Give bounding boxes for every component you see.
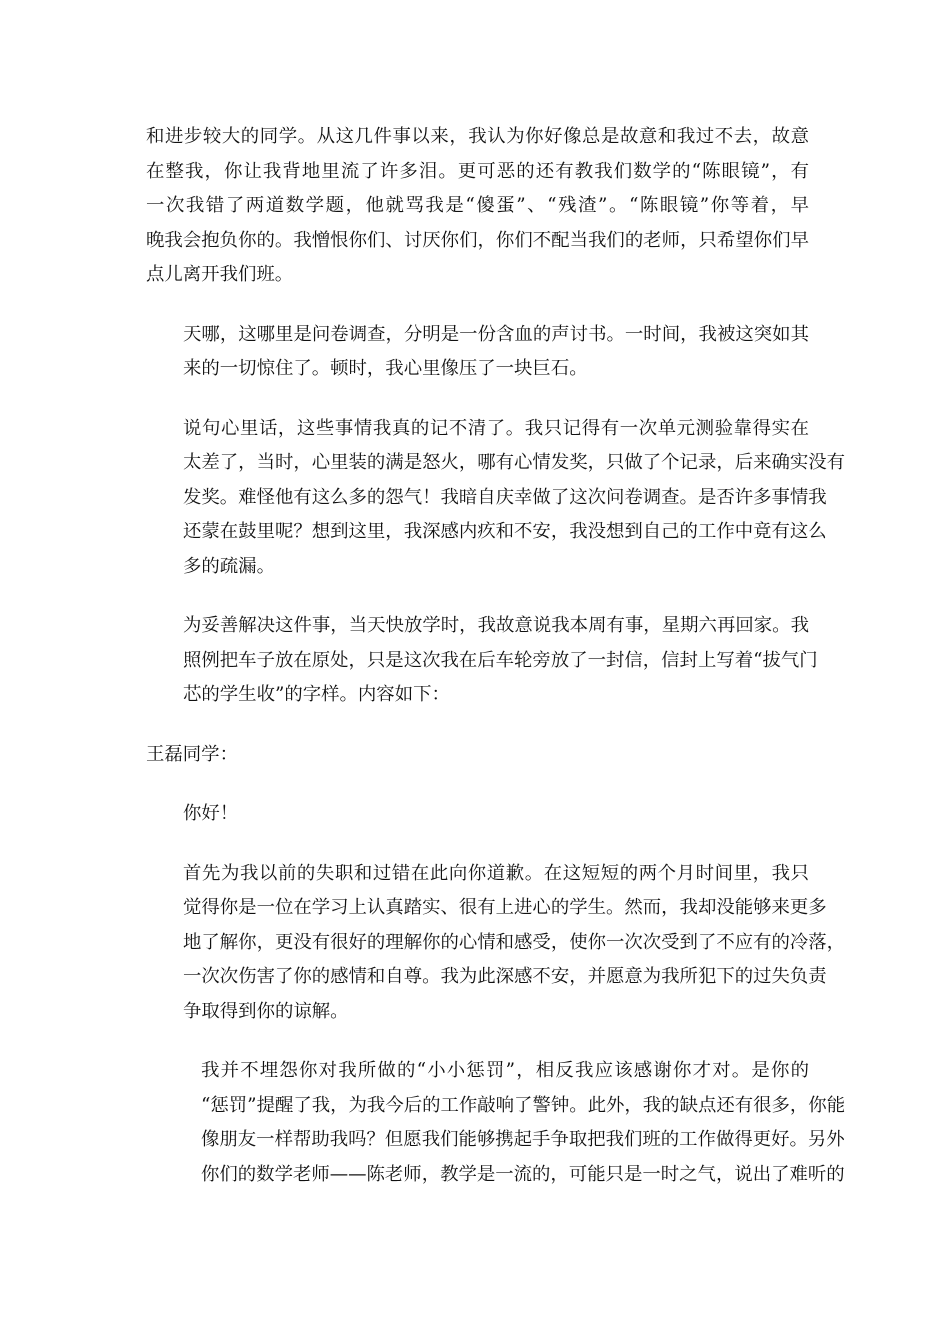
text-line: 像朋友一样帮助我吗？但愿我们能够携起手争取把我们班的工作做得更好。另外 bbox=[201, 1129, 845, 1150]
document-page bbox=[146, 120, 846, 1217]
paragraph bbox=[146, 318, 809, 387]
text-line: 和进步较大的同学。从这几件事以来，我认为你好像总是故意和我过不去，故意 bbox=[146, 126, 809, 147]
text-line: 我并不埋怨你对我所做的“小小惩罚”，相反我应该感谢你才对。是你的 bbox=[201, 1060, 809, 1081]
text-line: 你好！ bbox=[183, 803, 239, 824]
text-line: 一次我错了两道数学题，他就骂我是“傻蛋”、“残渣”。“陈眼镜”你等着，早 bbox=[146, 195, 809, 216]
text-line: 点儿离开我们班。 bbox=[146, 264, 294, 285]
paragraph bbox=[146, 797, 809, 832]
paragraph bbox=[146, 857, 846, 1030]
text-line: 一次次伤害了你的感情和自尊。我为此深感不安，并愿意为我所犯下的过失负责 bbox=[183, 966, 827, 987]
text-line: 争取得到你的谅解。 bbox=[183, 1000, 349, 1022]
text-line: 你们的数学老师——陈老师，教学是一流的，可能只是一时之气，说出了难听的 bbox=[201, 1163, 845, 1185]
paragraph bbox=[146, 1054, 846, 1192]
text-line: 发奖。难怪他有这么多的怨气！我暗自庆幸做了这次问卷调查。是否许多事情我 bbox=[183, 486, 827, 508]
text-line: 说句心里话，这些事情我真的记不清了。我只记得有一次单元测验靠得实在 bbox=[183, 417, 809, 439]
text-line: 为妥善解决这件事，当天快放学时，我故意说我本周有事，星期六再回家。我 bbox=[183, 615, 809, 636]
paragraph bbox=[146, 412, 846, 585]
text-line: 王磊同学： bbox=[146, 743, 238, 765]
text-line: 晚我会抱负你的。我憎恨你们、讨厌你们，你们不配当我们的老师，只希望你们早 bbox=[146, 229, 809, 251]
text-line: 天哪，这哪里是问卷调查，分明是一份含血的声讨书。一时间，我被这突如其 bbox=[183, 323, 809, 345]
paragraph bbox=[146, 738, 809, 773]
text-line: 来的一切惊住了。顿时，我心里像压了一块巨石。 bbox=[183, 358, 588, 379]
paragraph bbox=[146, 609, 818, 713]
text-line: 在整我，你让我背地里流了许多泪。更可恶的还有教我们数学的“陈眼镜”，有 bbox=[146, 160, 809, 182]
text-line: 照例把车子放在原处，只是这次我在后车轮旁放了一封信，信封上写着“拔气门 bbox=[183, 649, 818, 671]
text-line: 还蒙在鼓里呢？想到这里，我深感内疚和不安，我没想到自己的工作中竟有这么 bbox=[183, 521, 827, 542]
text-line: 首先为我以前的失职和过错在此向你道歉。在这短短的两个月时间里，我只 bbox=[183, 862, 809, 884]
paragraph bbox=[146, 120, 809, 293]
text-line: 芯的学生收”的字样。内容如下： bbox=[183, 684, 450, 705]
text-line: “惩罚”提醒了我，为我今后的工作敲响了警钟。此外，我的缺点还有很多，你能 bbox=[201, 1094, 846, 1116]
text-line: 觉得你是一位在学习上认真踏实、很有上进心的学生。然而，我却没能够来更多 bbox=[183, 897, 827, 918]
text-line: 多的疏漏。 bbox=[183, 555, 275, 577]
text-line: 太差了，当时，心里装的满是怒火，哪有心情发奖，只做了个记录，后来确实没有 bbox=[183, 452, 846, 473]
text-line: 地了解你，更没有很好的理解你的心情和感受，使你一次次受到了不应有的冷落， bbox=[183, 931, 846, 953]
